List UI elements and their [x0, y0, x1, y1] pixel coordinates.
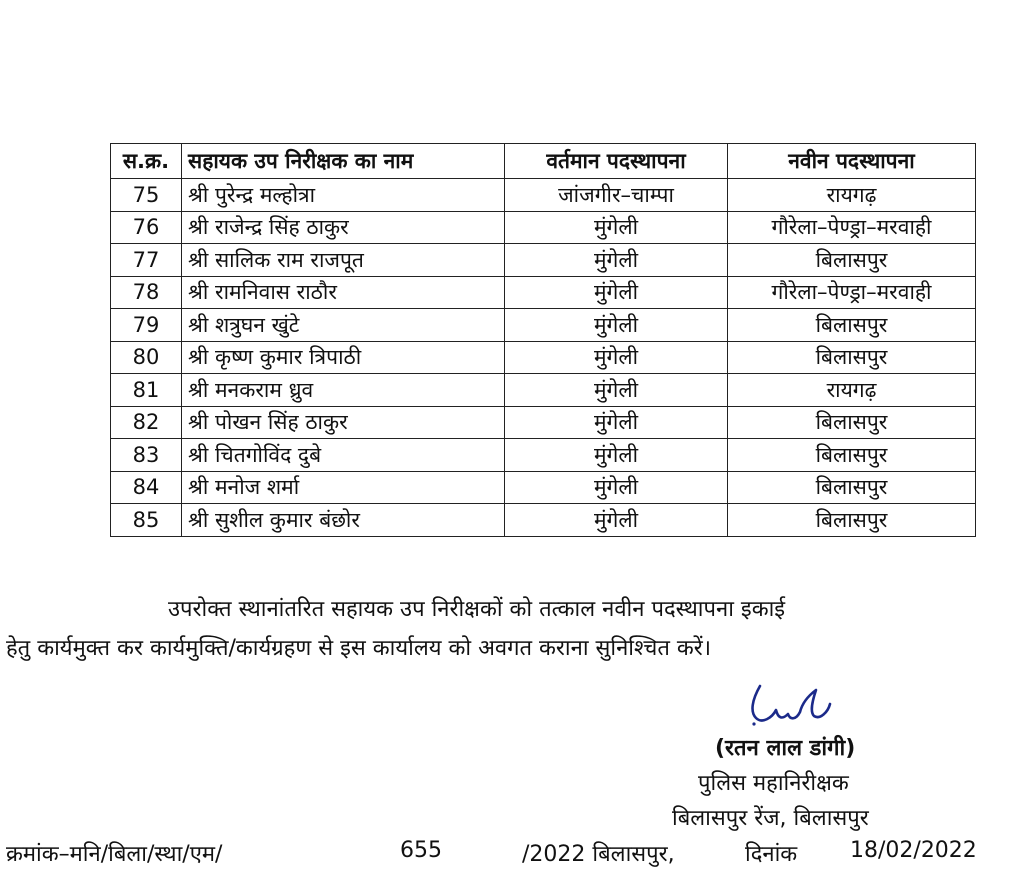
- new-posting-cell: बिलासपुर: [728, 471, 976, 504]
- new-posting-cell: बिलासपुर: [728, 406, 976, 439]
- new-posting-cell: रायगढ़: [728, 374, 976, 407]
- transfer-table: [110, 143, 976, 537]
- header-serial: स.क्र.: [111, 144, 182, 179]
- new-posting-cell: गौरेला–पेण्ड्रा–मरवाही: [728, 211, 976, 244]
- new-posting-cell: बिलासपुर: [728, 504, 976, 537]
- table-row: [111, 504, 976, 537]
- new-posting-cell: बिलासपुर: [728, 309, 976, 342]
- date-label: दिनांक: [745, 842, 798, 867]
- signature-mark: [742, 678, 832, 730]
- table-row: [111, 309, 976, 342]
- name-cell: श्री रामनिवास राठौर: [182, 276, 505, 309]
- table-row: [111, 374, 976, 407]
- instruction-line-2: हेतु कार्यमुक्त कर कार्यमुक्ति/कार्यग्रहण से इस कार्यालय को अवगत कराना सुनिश्चित करें।: [6, 636, 712, 661]
- serial-cell: 76: [111, 211, 182, 244]
- name-cell: श्री कृष्ण कुमार त्रिपाठी: [182, 341, 505, 374]
- current-posting-cell: मुंगेली: [505, 374, 728, 407]
- signatory-name: (रतन लाल डांगी): [715, 736, 856, 761]
- current-posting-cell: मुंगेली: [505, 406, 728, 439]
- table-row: [111, 471, 976, 504]
- table-header-row: [111, 144, 976, 179]
- year-place: /2022 बिलासपुर,: [522, 842, 675, 867]
- table-row: [111, 406, 976, 439]
- signatory-office: बिलासपुर रेंज, बिलासपुर: [672, 806, 869, 831]
- table-row: [111, 244, 976, 277]
- serial-cell: 83: [111, 439, 182, 472]
- name-cell: श्री मनोज शर्मा: [182, 471, 505, 504]
- new-posting-cell: बिलासपुर: [728, 341, 976, 374]
- current-posting-cell: मुंगेली: [505, 244, 728, 277]
- current-posting-cell: मुंगेली: [505, 211, 728, 244]
- serial-cell: 84: [111, 471, 182, 504]
- new-posting-cell: बिलासपुर: [728, 244, 976, 277]
- current-posting-cell: जांजगीर–चाम्पा: [505, 179, 728, 212]
- table-row: [111, 179, 976, 212]
- new-posting-cell: रायगढ़: [728, 179, 976, 212]
- serial-cell: 79: [111, 309, 182, 342]
- name-cell: श्री सुशील कुमार बंछोर: [182, 504, 505, 537]
- current-posting-cell: मुंगेली: [505, 309, 728, 342]
- table-row: [111, 211, 976, 244]
- name-cell: श्री राजेन्द्र सिंह ठाकुर: [182, 211, 505, 244]
- new-posting-cell: गौरेला–पेण्ड्रा–मरवाही: [728, 276, 976, 309]
- header-name: सहायक उप निरीक्षक का नाम: [182, 144, 505, 179]
- table-row: [111, 276, 976, 309]
- serial-cell: 82: [111, 406, 182, 439]
- serial-cell: 85: [111, 504, 182, 537]
- name-cell: श्री सालिक राम राजपूत: [182, 244, 505, 277]
- current-posting-cell: मुंगेली: [505, 341, 728, 374]
- serial-cell: 75: [111, 179, 182, 212]
- table-row: [111, 341, 976, 374]
- current-posting-cell: मुंगेली: [505, 276, 728, 309]
- current-posting-cell: मुंगेली: [505, 471, 728, 504]
- header-new-posting: नवीन पदस्थापना: [728, 144, 976, 179]
- instruction-line-1: उपरोक्त स्थानांतरित सहायक उप निरीक्षकों को तत्काल नवीन पदस्थापना इकाई: [168, 597, 786, 622]
- name-cell: श्री चितगोविंद दुबे: [182, 439, 505, 472]
- signatory-designation: पुलिस महानिरीक्षक: [698, 771, 849, 796]
- serial-cell: 80: [111, 341, 182, 374]
- current-posting-cell: मुंगेली: [505, 504, 728, 537]
- name-cell: श्री मनकराम ध्रुव: [182, 374, 505, 407]
- name-cell: श्री पोखन सिंह ठाकुर: [182, 406, 505, 439]
- serial-cell: 77: [111, 244, 182, 277]
- serial-cell: 81: [111, 374, 182, 407]
- header-current-posting: वर्तमान पदस्थापना: [505, 144, 728, 179]
- name-cell: श्री पुरेन्द्र मल्होत्रा: [182, 179, 505, 212]
- new-posting-cell: बिलासपुर: [728, 439, 976, 472]
- reference-prefix: क्रमांक–मनि/बिला/स्था/एम/: [6, 842, 223, 867]
- current-posting-cell: मुंगेली: [505, 439, 728, 472]
- table-row: [111, 439, 976, 472]
- order-date: 18/02/2022: [850, 838, 977, 863]
- reference-number: 655: [400, 838, 442, 863]
- serial-cell: 78: [111, 276, 182, 309]
- name-cell: श्री शत्रुघन खुंटे: [182, 309, 505, 342]
